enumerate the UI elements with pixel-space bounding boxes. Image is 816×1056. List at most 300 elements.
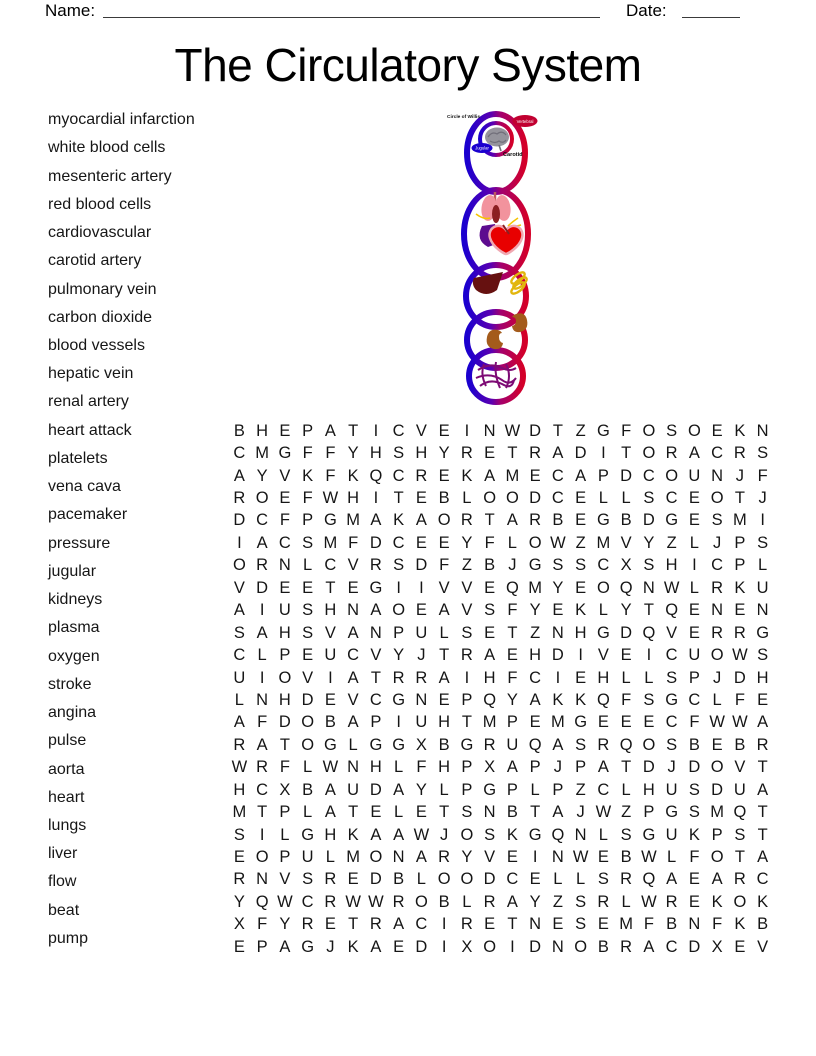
grid-cell: K xyxy=(393,511,405,530)
grid-cell: W xyxy=(345,892,361,911)
grid-cell: Z xyxy=(461,556,472,575)
grid-cell: O xyxy=(483,937,497,956)
grid-cell: N xyxy=(392,848,405,867)
grid-cell: J xyxy=(553,758,562,777)
grid-cell: A xyxy=(370,825,382,844)
grid-cell: R xyxy=(233,870,246,889)
grid-cell: I xyxy=(328,668,333,687)
grid-cell: U xyxy=(688,646,701,665)
grid-cell: N xyxy=(256,690,269,709)
grid-cell: V xyxy=(279,466,291,485)
grid-cell: K xyxy=(734,915,746,934)
grid-cell: R xyxy=(392,892,405,911)
grid-cell: C xyxy=(392,533,405,552)
word-list-item: hepatic vein xyxy=(48,365,134,383)
grid-cell: A xyxy=(757,780,769,799)
grid-cell: T xyxy=(393,489,404,508)
grid-cell: R xyxy=(620,937,633,956)
grid-cell: G xyxy=(596,421,610,440)
grid-cell: N xyxy=(529,915,542,934)
svg-text:Jugular: Jugular xyxy=(475,145,489,151)
grid-cell: B xyxy=(620,848,632,867)
grid-cell: U xyxy=(506,735,519,754)
grid-cell: P xyxy=(279,803,291,822)
grid-cell: O xyxy=(483,489,497,508)
grid-cell: L xyxy=(621,892,631,911)
grid-cell: N xyxy=(347,601,360,620)
grid-cell: M xyxy=(346,848,360,867)
grid-cell: E xyxy=(620,646,632,665)
grid-cell: H xyxy=(438,758,451,777)
grid-cell: P xyxy=(461,780,473,799)
grid-cell: F xyxy=(757,466,768,485)
grid-cell: F xyxy=(507,668,518,687)
grid-cell: T xyxy=(757,825,768,844)
grid-cell: I xyxy=(373,489,379,508)
grid-cell: A xyxy=(393,825,405,844)
grid-cell: E xyxy=(529,466,541,485)
grid-cell: O xyxy=(437,870,451,889)
grid-cell: P xyxy=(711,825,723,844)
grid-cell: E xyxy=(597,915,609,934)
grid-cell: R xyxy=(483,892,496,911)
grid-cell: S xyxy=(461,803,473,822)
grid-cell: D xyxy=(278,713,291,732)
grid-cell: F xyxy=(734,690,745,709)
grid-cell: T xyxy=(530,803,541,822)
grid-cell: S xyxy=(734,825,746,844)
grid-cell: R xyxy=(711,578,724,597)
grid-cell: T xyxy=(734,489,745,508)
grid-cell: H xyxy=(369,444,382,463)
grid-cell: C xyxy=(278,533,291,552)
grid-cell: E xyxy=(302,646,314,665)
grid-cell: D xyxy=(369,780,382,799)
grid-cell: J xyxy=(508,556,517,575)
grid-cell: S xyxy=(302,533,314,552)
grid-cell: G xyxy=(301,825,315,844)
grid-cell: R xyxy=(460,915,473,934)
grid-cell: E xyxy=(688,489,700,508)
grid-cell: W xyxy=(504,421,521,440)
grid-cell: E xyxy=(575,511,587,530)
grid-cell: I xyxy=(396,578,401,597)
grid-cell: E xyxy=(734,601,746,620)
grid-cell: R xyxy=(665,892,678,911)
grid-cell: E xyxy=(415,601,427,620)
grid-cell: F xyxy=(325,444,336,463)
grid-cell: N xyxy=(347,758,360,777)
grid-cell: X xyxy=(461,937,473,956)
grid-cell: R xyxy=(620,870,633,889)
grid-cell: J xyxy=(417,646,426,665)
grid-cell: O xyxy=(505,489,519,508)
grid-cell: L xyxy=(621,668,631,687)
grid-cell: R xyxy=(415,466,428,485)
grid-cell: T xyxy=(325,578,336,597)
word-list-item: mesenteric artery xyxy=(48,167,172,185)
grid-cell: L xyxy=(439,623,449,642)
grid-cell: V xyxy=(233,578,245,597)
grid-cell: T xyxy=(348,803,359,822)
grid-cell: R xyxy=(460,444,473,463)
grid-cell: Y xyxy=(620,601,632,620)
grid-cell: Q xyxy=(642,870,656,889)
grid-cell: N xyxy=(642,578,655,597)
grid-cell: O xyxy=(642,444,656,463)
word-list-item: angina xyxy=(48,704,97,722)
grid-cell: P xyxy=(529,758,541,777)
grid-cell: F xyxy=(325,466,336,485)
grid-cell: S xyxy=(233,825,245,844)
grid-cell: K xyxy=(711,892,723,911)
grid-cell: I xyxy=(601,444,606,463)
grid-cell: C xyxy=(665,713,678,732)
word-search-grid xyxy=(228,420,774,959)
word-list-item: liver xyxy=(48,845,78,863)
grid-cell: A xyxy=(575,466,587,485)
word-list xyxy=(48,106,195,953)
grid-cell: J xyxy=(440,825,449,844)
grid-cell: I xyxy=(373,421,379,440)
grid-cell: M xyxy=(710,803,724,822)
grid-cell: W xyxy=(709,713,725,732)
grid-cell: L xyxy=(621,489,631,508)
word-list-item: lungs xyxy=(48,816,87,834)
grid-cell: B xyxy=(597,937,609,956)
grid-cell: F xyxy=(348,533,359,552)
grid-cell: L xyxy=(598,825,608,844)
grid-cell: F xyxy=(302,444,313,463)
grid-cell: A xyxy=(666,870,678,889)
grid-cell: S xyxy=(711,511,723,530)
grid-cell: U xyxy=(665,780,678,799)
grid-cell: L xyxy=(689,578,699,597)
grid-cell: D xyxy=(233,511,246,530)
grid-cell: T xyxy=(348,915,359,934)
grid-cell: J xyxy=(735,466,744,485)
grid-cell: S xyxy=(302,870,314,889)
grid-cell: E xyxy=(279,578,291,597)
grid-cell: S xyxy=(393,444,405,463)
grid-cell: C xyxy=(688,690,701,709)
word-list-item: plasma xyxy=(48,619,100,637)
grid-cell: Q xyxy=(528,735,542,754)
grid-cell: A xyxy=(393,780,405,799)
grid-cell: B xyxy=(438,892,450,911)
grid-cell: G xyxy=(665,690,679,709)
grid-cell: Q xyxy=(665,601,679,620)
grid-cell: N xyxy=(756,601,769,620)
grid-cell: D xyxy=(733,668,746,687)
grid-cell: C xyxy=(233,444,246,463)
grid-cell: Q xyxy=(483,690,497,709)
grid-cell: L xyxy=(280,825,290,844)
grid-cell: A xyxy=(324,421,336,440)
grid-cell: K xyxy=(734,421,746,440)
grid-cell: J xyxy=(758,489,767,508)
grid-cell: V xyxy=(279,870,291,889)
grid-cell: U xyxy=(301,848,314,867)
grid-cell: Z xyxy=(575,421,586,440)
grid-cell: C xyxy=(415,915,428,934)
grid-cell: E xyxy=(279,421,291,440)
grid-cell: R xyxy=(460,646,473,665)
grid-cell: A xyxy=(233,466,245,485)
grid-cell: E xyxy=(688,623,700,642)
grid-cell: D xyxy=(369,533,382,552)
svg-text:Vertebral: Vertebral xyxy=(516,118,534,124)
word-list-item: red blood cells xyxy=(48,195,152,213)
grid-cell: E xyxy=(324,915,336,934)
grid-cell: E xyxy=(484,623,496,642)
grid-cell: H xyxy=(278,623,291,642)
grid-cell: E xyxy=(506,848,518,867)
grid-cell: L xyxy=(553,870,563,889)
grid-cell: V xyxy=(620,533,632,552)
grid-cell: G xyxy=(460,735,474,754)
grid-cell: S xyxy=(666,421,678,440)
grid-cell: R xyxy=(733,870,746,889)
grid-cell: N xyxy=(551,848,564,867)
grid-cell: A xyxy=(529,690,541,709)
grid-cell: F xyxy=(279,511,290,530)
grid-cell: S xyxy=(666,668,678,687)
word-list-item: heart attack xyxy=(48,421,132,439)
grid-cell: E xyxy=(415,533,427,552)
grid-cell: U xyxy=(688,466,701,485)
grid-cell: L xyxy=(394,758,404,777)
grid-cell: M xyxy=(505,466,520,485)
grid-cell: V xyxy=(757,937,769,956)
grid-cell: I xyxy=(510,937,515,956)
grid-cell: B xyxy=(438,735,450,754)
grid-cell: H xyxy=(665,556,678,575)
grid-cell: J xyxy=(326,937,335,956)
grid-cell: W xyxy=(641,892,657,911)
word-list-item: cardiovascular xyxy=(48,224,152,242)
grid-cell: G xyxy=(392,690,406,709)
grid-cell: R xyxy=(529,444,542,463)
grid-cell: L xyxy=(325,848,335,867)
word-list-item: beat xyxy=(48,901,80,919)
grid-cell: E xyxy=(575,489,587,508)
grid-cell: T xyxy=(370,668,381,687)
grid-cell: D xyxy=(711,780,724,799)
grid-cell: P xyxy=(461,758,473,777)
grid-cell: W xyxy=(322,489,339,508)
grid-cell: E xyxy=(279,489,291,508)
grid-cell: O xyxy=(255,848,269,867)
grid-cell: S xyxy=(484,601,496,620)
grid-cell: L xyxy=(598,601,608,620)
grid-cell: B xyxy=(484,556,496,575)
grid-cell: D xyxy=(415,937,428,956)
grid-cell: U xyxy=(278,601,291,620)
grid-cell: A xyxy=(256,623,268,642)
grid-cell: E xyxy=(324,690,336,709)
grid-cell: W xyxy=(732,713,748,732)
word-list-item: kidneys xyxy=(48,591,103,609)
grid-cell: O xyxy=(574,937,588,956)
grid-cell: E xyxy=(438,466,450,485)
grid-cell: P xyxy=(734,533,746,552)
word-list-item: pulmonary vein xyxy=(48,280,157,298)
grid-cell: A xyxy=(393,915,405,934)
grid-cell: U xyxy=(415,713,428,732)
grid-cell: Q xyxy=(619,578,633,597)
grid-cell: E xyxy=(529,870,541,889)
grid-cell: D xyxy=(415,556,428,575)
grid-cell: V xyxy=(666,623,678,642)
grid-cell: E xyxy=(688,892,700,911)
grid-cell: C xyxy=(597,780,610,799)
grid-cell: Y xyxy=(461,848,473,867)
grid-cell: C xyxy=(665,489,678,508)
grid-cell: C xyxy=(256,780,269,799)
grid-cell: N xyxy=(711,601,724,620)
grid-cell: F xyxy=(279,758,290,777)
grid-cell: F xyxy=(689,713,700,732)
grid-cell: I xyxy=(532,848,538,867)
grid-cell: E xyxy=(484,444,496,463)
grid-cell: B xyxy=(734,735,746,754)
grid-cell: L xyxy=(712,690,722,709)
word-list-item: blood vessels xyxy=(48,336,145,354)
grid-cell: X xyxy=(620,556,632,575)
word-list-item: vena cava xyxy=(48,478,121,496)
grid-cell: F xyxy=(621,690,632,709)
grid-cell: R xyxy=(711,623,724,642)
grid-cell: L xyxy=(644,668,654,687)
grid-cell: G xyxy=(483,780,497,799)
grid-cell: P xyxy=(302,421,314,440)
grid-cell: N xyxy=(483,421,496,440)
grid-cell: O xyxy=(642,735,656,754)
grid-cell: E xyxy=(370,803,382,822)
grid-cell: M xyxy=(346,511,360,530)
grid-cell: C xyxy=(529,668,542,687)
grid-cell: O xyxy=(733,892,747,911)
grid-cell: A xyxy=(370,937,382,956)
grid-cell: U xyxy=(347,780,360,799)
grid-cell: G xyxy=(278,444,292,463)
grid-cell: K xyxy=(552,690,564,709)
grid-cell: G xyxy=(392,735,406,754)
grid-cell: H xyxy=(347,489,360,508)
grid-cell: I xyxy=(464,421,470,440)
circulatory-diagram xyxy=(446,108,546,408)
grid-cell: F xyxy=(416,758,427,777)
grid-cell: O xyxy=(369,848,383,867)
grid-cell: S xyxy=(597,870,609,889)
grid-cell: G xyxy=(665,511,679,530)
grid-cell: A xyxy=(438,601,450,620)
grid-cell: R xyxy=(483,735,496,754)
grid-cell: G xyxy=(528,825,542,844)
grid-cell: A xyxy=(484,466,496,485)
grid-cell: B xyxy=(506,803,518,822)
word-list-item: aorta xyxy=(48,760,85,778)
grid-cell: O xyxy=(301,735,315,754)
grid-cell: Y xyxy=(233,892,245,911)
grid-cell: L xyxy=(303,556,313,575)
grid-cell: F xyxy=(621,421,632,440)
grid-cell: M xyxy=(551,713,565,732)
grid-cell: N xyxy=(278,556,291,575)
word-list-item: oxygen xyxy=(48,647,100,665)
grid-cell: I xyxy=(464,668,470,687)
grid-cell: E xyxy=(757,690,769,709)
grid-cell: B xyxy=(620,511,632,530)
grid-cell: G xyxy=(642,825,656,844)
grid-cell: Q xyxy=(596,690,610,709)
grid-cell: B xyxy=(233,421,245,440)
grid-cell: R xyxy=(233,735,246,754)
grid-cell: L xyxy=(667,848,677,867)
grid-cell: T xyxy=(439,803,450,822)
grid-cell: V xyxy=(461,578,473,597)
grid-cell: E xyxy=(552,601,564,620)
grid-cell: D xyxy=(688,758,701,777)
word-list-item: platelets xyxy=(48,449,108,467)
grid-cell: A xyxy=(233,601,245,620)
grid-cell: K xyxy=(506,825,518,844)
grid-cell: F xyxy=(302,489,313,508)
grid-cell: N xyxy=(551,937,564,956)
grid-cell: I xyxy=(578,646,583,665)
grid-cell: P xyxy=(461,690,473,709)
grid-cell: X xyxy=(415,735,427,754)
grid-cell: E xyxy=(233,937,245,956)
grid-cell: O xyxy=(255,489,269,508)
grid-cell: U xyxy=(324,646,337,665)
grid-cell: O xyxy=(460,870,474,889)
grid-cell: B xyxy=(302,780,314,799)
grid-cell: P xyxy=(688,668,700,687)
grid-cell: U xyxy=(733,780,746,799)
grid-cell: R xyxy=(438,848,451,867)
grid-cell: P xyxy=(393,623,405,642)
grid-cell: A xyxy=(324,803,336,822)
grid-cell: C xyxy=(551,489,564,508)
grid-cell: L xyxy=(598,489,608,508)
grid-cell: O xyxy=(596,578,610,597)
grid-cell: D xyxy=(483,870,496,889)
grid-cell: T xyxy=(348,421,359,440)
grid-cell: E xyxy=(233,848,245,867)
grid-cell: I xyxy=(259,825,265,844)
grid-cell: E xyxy=(688,511,700,530)
grid-cell: G xyxy=(369,735,383,754)
grid-cell: K xyxy=(461,466,473,485)
grid-cell: C xyxy=(665,937,678,956)
grid-cell: C xyxy=(711,556,724,575)
grid-cell: M xyxy=(619,915,633,934)
grid-cell: P xyxy=(370,713,382,732)
grid-cell: G xyxy=(323,511,337,530)
grid-cell: A xyxy=(370,511,382,530)
grid-cell: V xyxy=(438,578,450,597)
grid-cell: G xyxy=(756,623,770,642)
grid-cell: F xyxy=(439,556,450,575)
grid-cell: E xyxy=(347,578,359,597)
grid-cell: K xyxy=(688,825,700,844)
grid-cell: R xyxy=(415,668,428,687)
grid-cell: K xyxy=(347,825,359,844)
grid-cell: H xyxy=(415,444,428,463)
grid-cell: Y xyxy=(529,892,541,911)
